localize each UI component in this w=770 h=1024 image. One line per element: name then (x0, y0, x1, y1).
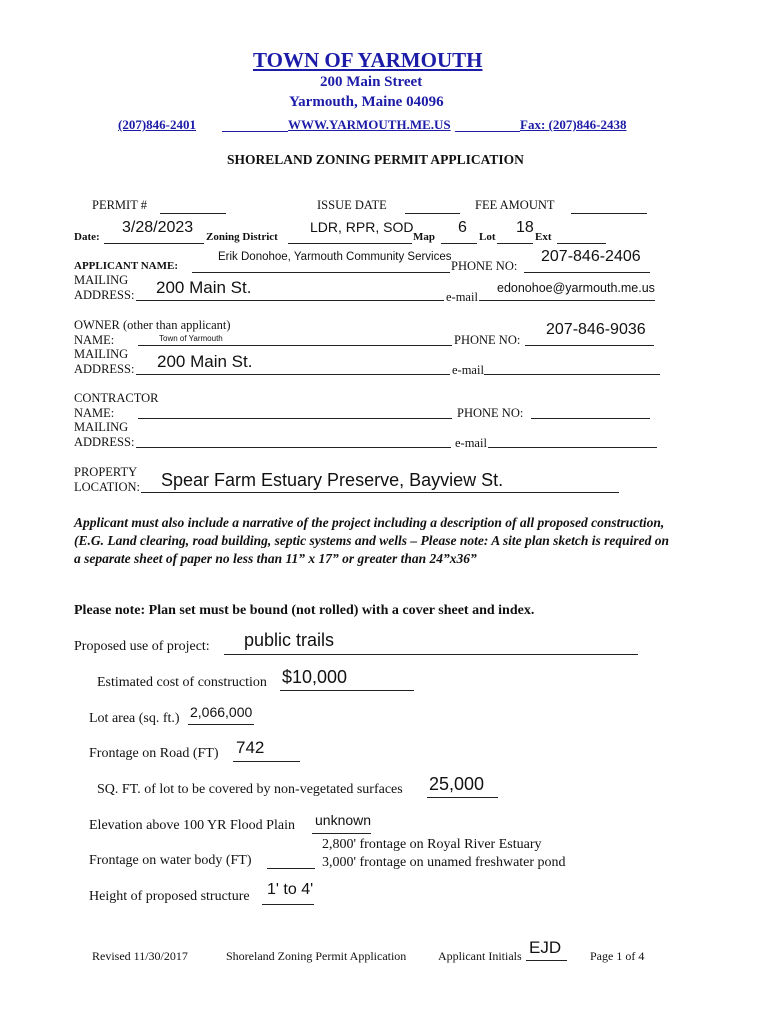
owner-phone-value: 207-846-9036 (546, 321, 646, 338)
contractor-name-field[interactable] (138, 418, 452, 419)
applicant-email-label: e-mail (446, 290, 478, 304)
ext-label: Ext (535, 231, 552, 243)
map-field[interactable] (441, 243, 477, 244)
applicant-email-value: edonohoe@yarmouth.me.us (497, 281, 655, 295)
structure-height-label: Height of proposed structure (89, 889, 250, 904)
owner-mailing-label: MAILING (74, 347, 129, 361)
contractor-name-label: NAME: (74, 406, 115, 420)
applicant-initials-label: Applicant Initials (438, 949, 522, 963)
applicant-address-value: 200 Main St. (156, 278, 252, 297)
applicant-phone-label: PHONE NO: (451, 259, 518, 273)
structure-height-value: 1' to 4' (267, 881, 314, 898)
non-vegetated-label: SQ. FT. of lot to be covered by non-vegetated surfaces (97, 782, 403, 797)
property-label-line1: PROPERTY (74, 465, 138, 479)
applicant-address-field[interactable] (136, 300, 444, 301)
revised-date: Revised 11/30/2017 (92, 949, 188, 963)
header-rule-2 (455, 131, 520, 132)
frontage-water-field[interactable] (267, 868, 315, 869)
proposed-use-value: public trails (244, 630, 335, 650)
elevation-label: Elevation above 100 YR Flood Plain (89, 818, 295, 833)
lot-area-label: Lot area (sq. ft.) (89, 711, 180, 726)
map-value: 6 (458, 219, 467, 236)
owner-email-field[interactable] (484, 374, 660, 375)
estimated-cost-field[interactable] (280, 690, 414, 691)
date-label: Date: (74, 231, 100, 243)
owner-phone-field[interactable] (525, 345, 654, 346)
applicant-email-field[interactable] (479, 300, 655, 301)
lot-field[interactable] (497, 243, 533, 244)
contractor-email-label: e-mail (455, 436, 487, 450)
contractor-phone-field[interactable] (531, 418, 650, 419)
contractor-email-field[interactable] (488, 447, 657, 448)
date-field[interactable] (104, 243, 204, 244)
permit-number-label: PERMIT # (92, 198, 147, 212)
owner-name-label: NAME: (74, 333, 115, 347)
town-website[interactable]: WWW.YARMOUTH.ME.US (288, 117, 451, 132)
contractor-heading: CONTRACTOR (74, 391, 159, 405)
frontage-water-value-1: 2,800' frontage on Royal River Estuary (322, 837, 542, 852)
proposed-use-field[interactable] (224, 654, 638, 655)
applicant-initials-field[interactable] (526, 960, 567, 961)
property-location-field[interactable] (141, 492, 619, 493)
owner-name-field[interactable] (138, 345, 452, 346)
city-state-zip: Yarmouth, Maine 04096 (289, 94, 444, 110)
map-label: Map (413, 231, 435, 243)
contractor-address-field[interactable] (136, 447, 451, 448)
applicant-phone-field[interactable] (524, 272, 650, 273)
elevation-field[interactable] (312, 833, 371, 834)
applicant-mailing-label: MAILING (74, 273, 129, 287)
contractor-mailing-label: MAILING (74, 420, 129, 434)
contractor-address-label: ADDRESS: (74, 435, 135, 449)
town-fax: Fax: (207)846-2438 (520, 117, 627, 132)
frontage-water-value-2: 3,000' frontage on unamed freshwater pond (322, 855, 566, 870)
fee-amount-label: FEE AMOUNT (475, 198, 555, 212)
town-phone: (207)846-2401 (118, 117, 196, 132)
owner-address-label: ADDRESS: (74, 362, 135, 376)
non-vegetated-field[interactable] (427, 797, 498, 798)
page-number: Page 1 of 4 (590, 949, 645, 963)
frontage-water-label: Frontage on water body (FT) (89, 853, 252, 868)
owner-email-label: e-mail (452, 363, 484, 377)
zoning-district-field[interactable] (288, 243, 412, 244)
applicant-name-label: APPLICANT NAME: (74, 260, 178, 272)
non-vegetated-value: 25,000 (429, 774, 485, 794)
form-title: SHORELAND ZONING PERMIT APPLICATION (227, 152, 524, 167)
permit-number-field[interactable] (160, 213, 226, 214)
structure-height-field[interactable] (262, 904, 314, 905)
issue-date-field[interactable] (405, 213, 460, 214)
footer-form-name: Shoreland Zoning Permit Application (226, 949, 407, 963)
narrative-instructions: Applicant must also include a narrative of the project including a description of all proposed construction, (E.G. Land clearing, road building, septic systems and wells – Please note: A site plan sketch is required on a separate sheet of paper no less than 11” x 17” or greater than 24”x36” (74, 515, 670, 566)
frontage-road-label: Frontage on Road (FT) (89, 746, 219, 761)
date-value: 3/28/2023 (122, 219, 194, 236)
applicant-name-value: Erik Donohoe, Yarmouth Community Services (218, 251, 452, 263)
property-location-value: Spear Farm Estuary Preserve, Bayview St. (161, 470, 504, 490)
applicant-phone-value: 207-846-2406 (541, 248, 641, 265)
owner-address-value: 200 Main St. (157, 352, 253, 371)
owner-phone-label: PHONE NO: (454, 333, 521, 347)
frontage-road-value: 742 (236, 738, 265, 757)
zoning-district-value: LDR, RPR, SOD (310, 219, 414, 235)
lot-value: 18 (516, 219, 534, 236)
street-address: 200 Main Street (320, 74, 423, 90)
estimated-cost-label: Estimated cost of construction (97, 675, 267, 690)
applicant-name-field[interactable] (192, 272, 450, 273)
owner-heading: OWNER (other than applicant) (74, 318, 231, 332)
ext-field[interactable] (557, 243, 606, 244)
elevation-value: unknown (315, 812, 372, 828)
lot-area-value: 2,066,000 (190, 704, 253, 720)
estimated-cost-value: $10,000 (282, 667, 348, 687)
issue-date-label: ISSUE DATE (317, 198, 387, 212)
plan-set-note: Please note: Plan set must be bound (not rolled) with a cover sheet and index. (74, 603, 535, 618)
contractor-phone-label: PHONE NO: (457, 406, 524, 420)
frontage-road-field[interactable] (233, 761, 300, 762)
proposed-use-label: Proposed use of project: (74, 639, 210, 654)
owner-address-field[interactable] (136, 374, 450, 375)
owner-name-value: Town of Yarmouth (159, 334, 223, 343)
lot-area-field[interactable] (188, 724, 254, 725)
zoning-district-label: Zoning District (206, 231, 278, 243)
applicant-address-label: ADDRESS: (74, 288, 135, 302)
fee-amount-field[interactable] (571, 213, 647, 214)
lot-label: Lot (479, 231, 496, 243)
header-rule-1 (222, 131, 288, 132)
property-label-line2: LOCATION: (74, 480, 140, 494)
applicant-initials-value: EJD (529, 938, 562, 957)
town-title: TOWN OF YARMOUTH (253, 48, 483, 72)
